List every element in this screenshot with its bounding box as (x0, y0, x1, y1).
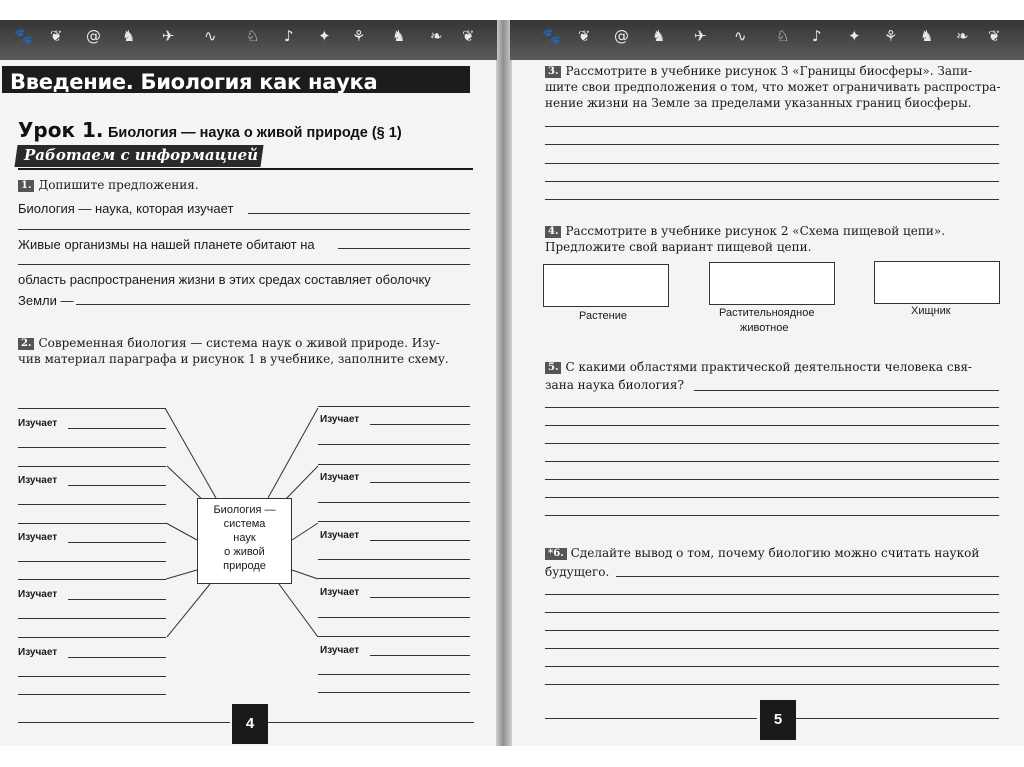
food-chain-label-plant: Растение (579, 310, 627, 322)
task3-line3: нение жизни на Земле за пределами указанных границ биосферы. (545, 96, 972, 110)
insect-icon: ⚘ (884, 27, 898, 45)
diagram-left-label: Изучает (18, 475, 58, 486)
page-number: 4 (232, 704, 268, 744)
snail-icon: @ (86, 27, 101, 45)
diagram-line (18, 579, 166, 580)
animal-icon: ♘ (776, 27, 790, 45)
answer-line[interactable] (18, 676, 166, 677)
butterfly-icon: ❦ (50, 27, 63, 45)
task4-line2: Предложите свой вариант пищевой цепи. (545, 240, 812, 254)
diagram-right-label: Изучает (320, 645, 360, 656)
task4-line1: 4. Рассмотрите в учебнике рисунок 2 «Схема пищевой цепи». (545, 224, 945, 238)
answer-line[interactable] (545, 630, 999, 631)
food-chain-box-herbivore[interactable] (709, 262, 835, 305)
footer-rule (268, 722, 474, 723)
diagram-left-label: Изучает (18, 589, 58, 600)
chapter-title: Введение. Биология как наука (10, 70, 378, 94)
bird-icon: ✈ (162, 27, 175, 45)
diagram-line (18, 637, 166, 638)
answer-line[interactable] (545, 181, 999, 182)
task1-heading: 1. Допишите предложения. (18, 178, 199, 192)
answer-line[interactable] (545, 594, 999, 595)
task5-line1: 5. С какими областями практической деятельности человека свя- (545, 360, 972, 374)
answer-line[interactable] (18, 618, 166, 619)
answer-line[interactable] (545, 612, 999, 613)
bird-icon: ✦ (848, 27, 861, 45)
lesson-number: Урок 1. (18, 118, 104, 142)
answer-line[interactable] (545, 666, 999, 667)
butterfly-icon: ❦ (462, 27, 475, 45)
answer-line[interactable] (545, 199, 999, 200)
task3-line2: шите свои предположения о том, что может ограничивать распростра- (545, 80, 1001, 94)
food-chain-label-predator: Хищник (911, 305, 951, 317)
butterfly-icon: ❦ (578, 27, 591, 45)
answer-line[interactable] (318, 444, 470, 445)
diagram-right-label: Изучает (320, 587, 360, 598)
page-number: 5 (760, 700, 796, 740)
answer-line[interactable] (318, 559, 470, 560)
diagram-line (18, 408, 166, 409)
section-banner: Работаем с информацией (24, 146, 259, 164)
snail-icon: @ (614, 27, 629, 45)
answer-line[interactable] (318, 692, 470, 693)
answer-line[interactable] (370, 424, 470, 425)
answer-line[interactable] (545, 461, 999, 462)
animal-icon: 🐾 (542, 27, 561, 45)
answer-line[interactable] (68, 428, 166, 429)
diagram-line (318, 464, 470, 465)
answer-line[interactable] (545, 515, 999, 516)
bird-icon: ✈ (694, 27, 707, 45)
lizard-icon: ∿ (734, 27, 747, 45)
footer-rule (18, 722, 230, 723)
task1-sentence3: область распространения жизни в этих средах составляет оболочку (18, 272, 431, 287)
diagram-left-label: Изучает (18, 418, 58, 429)
answer-line[interactable] (545, 163, 999, 164)
diagram-line (318, 636, 470, 637)
answer-line[interactable] (318, 502, 470, 503)
book-spine (496, 20, 512, 746)
bird-icon: ❧ (430, 27, 443, 45)
answer-line[interactable] (68, 542, 166, 543)
animal-icon: ♞ (392, 27, 406, 45)
task6-line2: будущего. (545, 565, 610, 579)
bird-icon: ♪ (812, 27, 822, 45)
task-number: 5. (545, 362, 561, 374)
answer-line[interactable] (370, 597, 470, 598)
footer-rule (545, 718, 757, 719)
answer-line[interactable] (68, 485, 166, 486)
task1-sentence2: Живые организмы на нашей планете обитают на (18, 237, 315, 252)
bird-icon: ❧ (956, 27, 969, 45)
task5-line2: зана наука биология? (545, 378, 684, 392)
task6-line1: *6. Сделайте вывод о том, почему биологию можно считать наукой (545, 546, 979, 560)
task-number: 3. (545, 66, 561, 78)
insect-icon: ⚘ (352, 27, 366, 45)
task1-sentence3-cont: Земли — (18, 293, 74, 308)
answer-line[interactable] (545, 407, 999, 408)
task-number: 2. (18, 338, 34, 350)
bird-icon: ✦ (318, 27, 331, 45)
answer-line[interactable] (18, 694, 166, 695)
answer-line[interactable] (545, 648, 999, 649)
animal-icon: ♞ (920, 27, 934, 45)
answer-line[interactable] (318, 617, 470, 618)
diagram-left-label: Изучает (18, 532, 58, 543)
answer-line[interactable] (68, 657, 166, 658)
food-chain-label-herbivore-cont: животное (740, 322, 789, 334)
answer-line[interactable] (545, 425, 999, 426)
answer-line[interactable] (545, 497, 999, 498)
answer-line[interactable] (370, 540, 470, 541)
food-chain-box-predator[interactable] (874, 261, 1000, 304)
food-chain-label-herbivore: Растительноядное (719, 307, 815, 319)
answer-line[interactable] (68, 599, 166, 600)
task-number: 4. (545, 226, 561, 238)
animal-strip-right (510, 20, 1024, 60)
task2-line1: 2. Современная биология — система наук о живой природе. Изу- (18, 336, 440, 350)
answer-line[interactable] (370, 655, 470, 656)
food-chain-box-plant[interactable] (543, 264, 669, 307)
answer-line[interactable] (18, 447, 166, 448)
diagram-line (318, 406, 470, 407)
answer-line[interactable] (545, 479, 999, 480)
diagram-center-box: Биология — система наук о живой природе (197, 498, 292, 584)
answer-line[interactable] (545, 684, 999, 685)
lesson-heading: Биология — наука о живой природе (§ 1) (107, 125, 402, 141)
task-number: 1. (18, 180, 34, 192)
answer-line[interactable] (545, 443, 999, 444)
butterfly-icon: ❦ (988, 27, 1001, 45)
diagram-line (18, 466, 166, 467)
animal-icon: ♘ (246, 27, 260, 45)
answer-line[interactable] (18, 561, 166, 562)
answer-line[interactable] (18, 504, 166, 505)
task1-sentence1: Биология — наука, которая изучает (18, 201, 234, 216)
animal-icon: ♞ (122, 27, 136, 45)
answer-line[interactable] (616, 576, 999, 577)
diagram-line (318, 521, 470, 522)
diagram-connectors (0, 0, 498, 767)
answer-line[interactable] (694, 390, 999, 391)
diagram-right-label: Изучает (320, 472, 360, 483)
animal-icon: 🐾 (14, 27, 33, 45)
answer-line[interactable] (545, 126, 999, 127)
diagram-line (18, 523, 166, 524)
task-number: *6. (545, 548, 567, 560)
task3-line1: 3. Рассмотрите в учебнике рисунок 3 «Границы биосферы». Запи- (545, 64, 972, 78)
diagram-left-label: Изучает (18, 647, 58, 658)
diagram-right-label: Изучает (320, 530, 360, 541)
bird-icon: ♪ (284, 27, 294, 45)
diagram-right-label: Изучает (320, 414, 360, 425)
answer-line[interactable] (318, 674, 470, 675)
animal-icon: ♞ (652, 27, 666, 45)
footer-rule (795, 718, 999, 719)
diagram-line (318, 578, 470, 579)
task2-line2: чив материал параграфа и рисунок 1 в учебнике, заполните схему. (18, 352, 449, 366)
lizard-icon: ∿ (204, 27, 217, 45)
answer-line[interactable] (545, 144, 999, 145)
answer-line[interactable] (370, 482, 470, 483)
